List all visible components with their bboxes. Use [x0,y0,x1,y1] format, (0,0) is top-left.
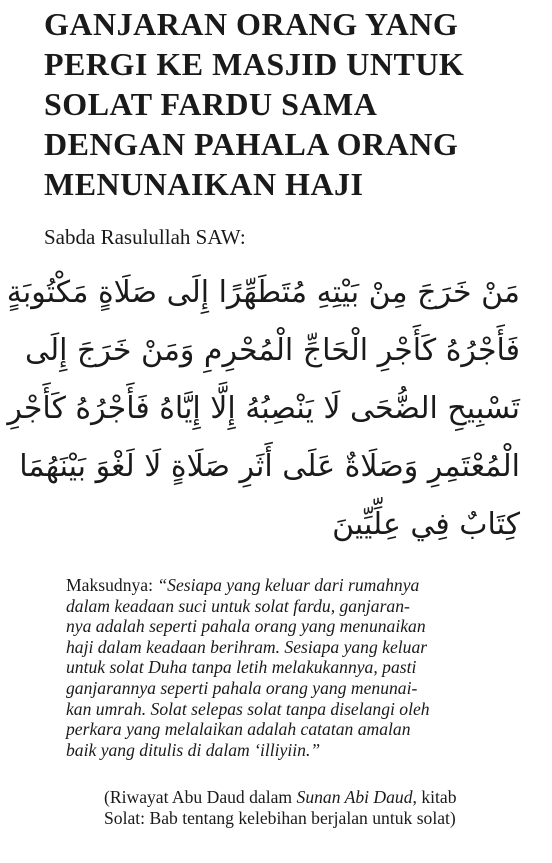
translation-line: untuk solat Duha tanpa letih melakukannya, pasti [66,657,417,678]
translation-text: “Sesiapa yang keluar dari rumahnya [157,575,420,595]
arabic-line: مَنْ خَرَجَ مِنْ بَيْتِهِ مُتَطَهِّرًا إِلَى صَلَاةٍ مَكْتُوبَةٍ [6,275,520,310]
book-title: Sunan Abi Daud [296,787,413,807]
hadith-source-citation [104,787,544,828]
citation-line: Solat: Bab tentang kelebihan berjalan untuk solat) [104,807,456,828]
title-line: DENGAN PAHALA ORANG [44,126,459,162]
translation-line: haji dalam keadaan berihram. Sesiapa yang keluar [66,636,428,657]
page-title [44,4,544,204]
translation-line: perkara yang melalaikan adalah catatan amalan [66,719,411,740]
arabic-line: كِتَابٌ فِي عِلِّيِّينَ [332,507,520,542]
arabic-hadith-text [6,264,520,554]
arabic-line: تَسْبِيحِ الضُّحَى لَا يَنْصِبُهُ إِلَّا إِيَّاهُ فَأَجْرُهُ كَأَجْرِ [7,391,520,426]
title-line: PERGI KE MASJID UNTUK [44,46,465,82]
title-line: MENUNAIKAN HAJI [44,166,364,202]
translation-label: Maksudnya: [66,575,158,595]
translation-line: ganjarannya seperti pahala orang yang menunai- [66,677,418,698]
translation-line: kan umrah. Solat selepas solat tanpa diselangi oleh [66,698,430,719]
hadith-intro: Sabda Rasulullah SAW: [44,225,246,249]
arabic-line: فَأَجْرُهُ كَأَجْرِ الْحَاجِّ الْمُحْرِمِ وَمَنْ خَرَجَ إِلَى [24,333,520,368]
translation-line: baik yang ditulis di dalam ‘illiyiin.” [66,739,321,760]
translation-line [66,575,546,596]
citation-line [104,787,544,808]
arabic-line: الْمُعْتَمِرِ وَصَلَاةٌ عَلَى أَثَرِ صَلَاةٍ لَا لَغْوَ بَيْنَهُمَا [19,449,520,484]
title-line: SOLAT FARDU SAMA [44,86,378,122]
citation-text: (Riwayat Abu Daud dalam [104,787,297,807]
translation-paragraph [66,575,546,760]
translation-line: nya adalah seperti pahala orang yang menunaikan [66,616,426,637]
title-line: GANJARAN ORANG YANG [44,6,459,42]
translation-line: dalam keadaan suci untuk solat fardu, ganjaran- [66,595,410,616]
citation-text: , kitab [412,787,457,807]
